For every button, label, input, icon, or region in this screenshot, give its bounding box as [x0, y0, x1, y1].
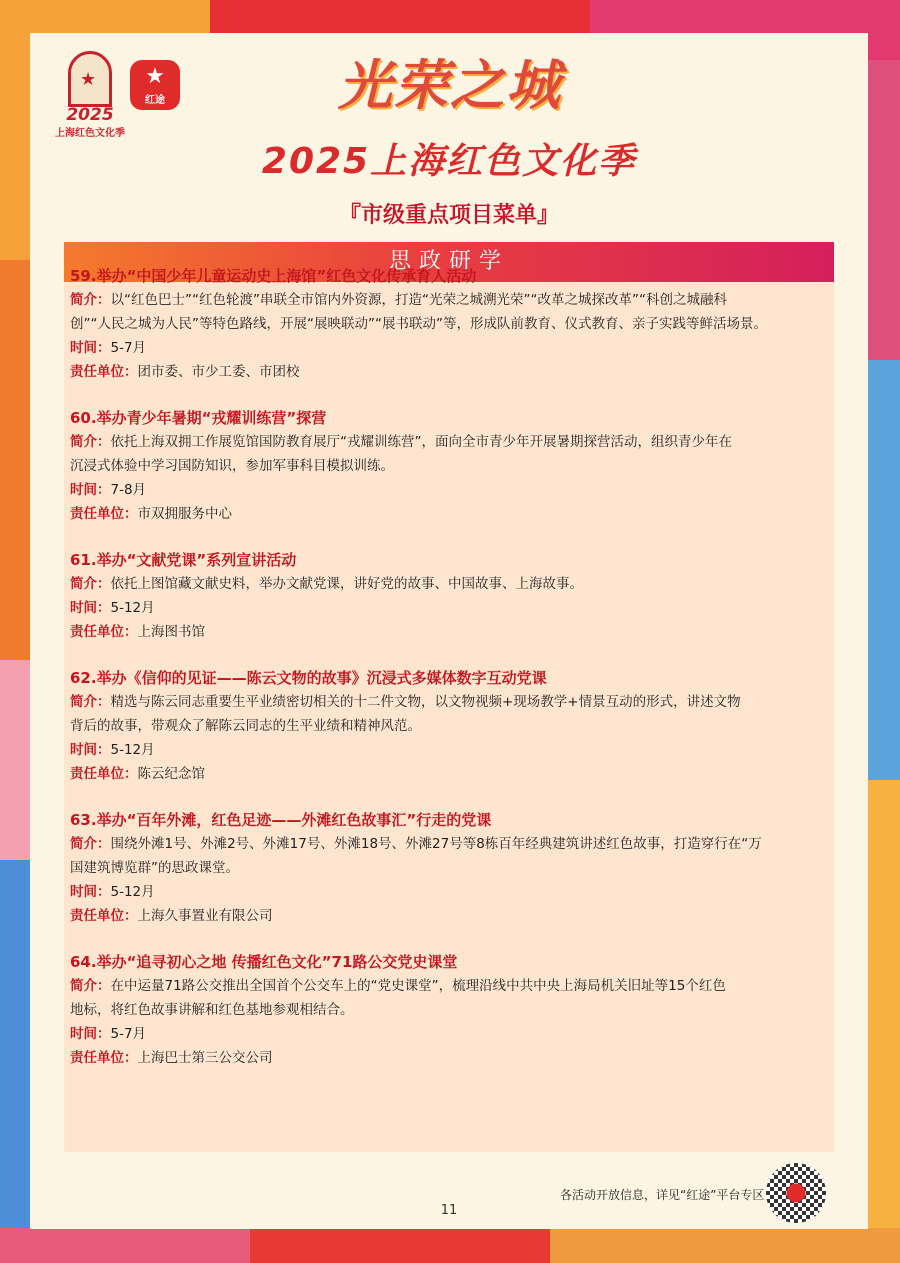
intro-label: 简介： — [70, 978, 111, 994]
intro-label: 简介： — [70, 576, 111, 592]
page-title: 2025上海红色文化季 — [261, 141, 637, 182]
unit-value: 团市委、市少工委、市团校 — [137, 364, 300, 380]
intro-text: 依托上图馆藏文献史料，举办文献党课，讲好党的故事、中国故事、上海故事。 — [110, 576, 583, 592]
unit-value: 陈云纪念馆 — [137, 766, 205, 782]
item-title: 60.举办青少年暑期“戎耀训练营”探营 — [70, 409, 327, 427]
item-unit — [70, 502, 810, 526]
item-intro — [70, 572, 810, 596]
item-intro — [70, 690, 810, 714]
intro-text: 以“红色巴士”“红色轮渡”串联全市馆内外资源，打造“光荣之城溯光荣”“改革之城探改革”“科创之城融科 — [110, 292, 727, 308]
hongtu-app-icon[interactable] — [130, 60, 180, 110]
item-unit — [70, 360, 810, 384]
list-item — [70, 406, 810, 526]
list-item — [70, 548, 810, 644]
item-intro — [70, 430, 810, 454]
unit-label: 责任单位： — [70, 766, 138, 782]
time-value: 5-7月 — [110, 1026, 147, 1042]
star-icon: ★ — [145, 64, 165, 89]
item-time — [70, 596, 810, 620]
item-time — [70, 336, 810, 360]
intro-text: 在中运量71路公交推出全国首个公交车上的“党史课堂”，梳理沿线中共中央上海局机关旧址等15个红色 — [110, 978, 726, 994]
bracket-left-icon: 『 — [338, 203, 361, 228]
culture-season-logo — [50, 51, 130, 141]
border-block — [250, 1228, 550, 1263]
unit-label: 责任单位： — [70, 1050, 138, 1066]
intro-text-cont: 背后的故事，带观众了解陈云同志的生平业绩和精神风范。 — [70, 718, 421, 734]
unit-value: 上海久事置业有限公司 — [137, 908, 273, 924]
item-time — [70, 1022, 810, 1046]
list-item — [70, 264, 810, 384]
item-intro — [70, 974, 810, 998]
time-value: 7-8月 — [110, 482, 147, 498]
item-list — [70, 264, 810, 1092]
subtitle-text: 市级重点项目菜单 — [360, 203, 537, 228]
intro-text: 围绕外滩1号、外滩2号、外滩17号、外滩18号、外滩27号等8栋百年经典建筑讲述红色故事，打造穿行在“万 — [110, 836, 762, 852]
unit-value: 市双拥服务中心 — [137, 506, 232, 522]
intro-label: 简介： — [70, 292, 111, 308]
party-emblem-icon: ★ — [80, 69, 97, 90]
footer-note: 各活动开放信息，详见“红途”平台专区 — [560, 1188, 765, 1202]
app-label: 红途 — [145, 95, 165, 106]
page-subtitle — [30, 198, 868, 229]
unit-label: 责任单位： — [70, 624, 138, 640]
intro-text-cont: 创”“人民之城为人民”等特色路线，开展“展映联动”“展书联动”等，形成队前教育、仪式教育、亲子实践等鲜活场景。 — [70, 316, 767, 332]
unit-value: 上海图书馆 — [137, 624, 205, 640]
intro-text-cont: 国建筑博览群”的思政课堂。 — [70, 860, 239, 876]
time-label: 时间： — [70, 482, 111, 498]
item-unit — [70, 904, 810, 928]
intro-text-cont: 地标，将红色故事讲解和红色基地参观相结合。 — [70, 1002, 354, 1018]
intro-text: 依托上海双拥工作展览馆国防教育展厅“戎耀训练营”，面向全市青少年开展暑期探营活动，组织青少年在 — [110, 434, 732, 450]
item-time — [70, 478, 810, 502]
item-title: 61.举办“文献党课”系列宣讲活动 — [70, 551, 297, 569]
time-value: 5-12月 — [110, 884, 155, 900]
item-title: 63.举办“百年外滩，红色足迹——外滩红色故事汇”行走的党课 — [70, 811, 492, 829]
time-value: 5-12月 — [110, 600, 155, 616]
item-intro — [70, 832, 810, 856]
unit-label: 责任单位： — [70, 364, 138, 380]
intro-text: 精选与陈云同志重要生平业绩密切相关的十二件文物，以文物视频+现场教学+情景互动的形式，讲述文物 — [110, 694, 741, 710]
intro-label: 简介： — [70, 836, 111, 852]
bracket-right-icon: 』 — [537, 203, 560, 228]
intro-label: 简介： — [70, 434, 111, 450]
item-time — [70, 738, 810, 762]
qr-code-icon[interactable] — [766, 1163, 826, 1223]
list-item — [70, 808, 810, 928]
time-label: 时间： — [70, 742, 111, 758]
item-unit — [70, 762, 810, 786]
item-unit — [70, 620, 810, 644]
item-intro — [70, 288, 810, 312]
time-label: 时间： — [70, 600, 111, 616]
item-time — [70, 880, 810, 904]
item-title: 64.举办“追寻初心之地 传播红色文化”71路公交党史课堂 — [70, 953, 458, 971]
unit-label: 责任单位： — [70, 506, 138, 522]
logo-name: 上海红色文化季 — [55, 128, 125, 139]
brand-calligraphy: 光荣之城 — [338, 53, 562, 117]
time-label: 时间： — [70, 340, 111, 356]
intro-text-cont: 沉浸式体验中学习国防知识，参加军事科目模拟训练。 — [70, 458, 394, 474]
item-title: 59.举办“中国少年儿童运动史上海馆”红色文化传承育人活动 — [70, 267, 477, 285]
section-header: 思政研学 — [64, 242, 834, 282]
item-unit — [70, 1046, 810, 1070]
time-label: 时间： — [70, 1026, 111, 1042]
list-item — [70, 666, 810, 786]
intro-label: 简介： — [70, 694, 111, 710]
border-block — [550, 1228, 900, 1263]
page-number: 11 — [440, 1203, 458, 1218]
logo-year: 2025 — [66, 105, 114, 125]
unit-label: 责任单位： — [70, 908, 138, 924]
unit-value: 上海巴士第三公交公司 — [137, 1050, 273, 1066]
time-value: 5-7月 — [110, 340, 147, 356]
list-item — [70, 950, 810, 1070]
time-value: 5-12月 — [110, 742, 155, 758]
time-label: 时间： — [70, 884, 111, 900]
item-title: 62.举办《信仰的见证——陈云文物的故事》沉浸式多媒体数字互动党课 — [70, 669, 547, 687]
